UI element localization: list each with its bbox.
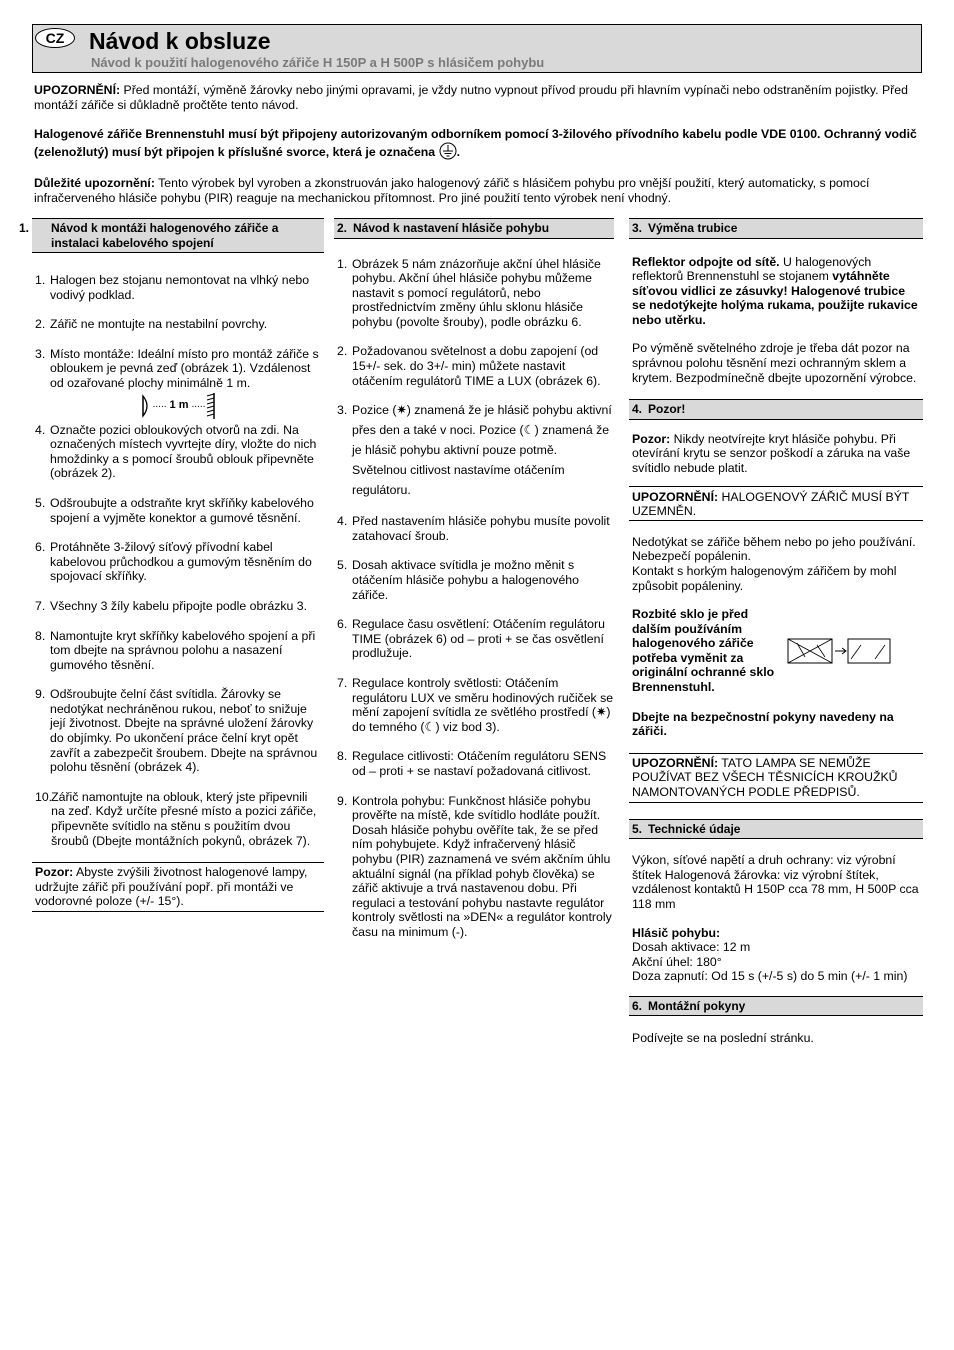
glass-replacement-icon xyxy=(787,637,891,665)
lamp-icon xyxy=(139,394,153,418)
list-item: 9. Kontrola pohybu: Funkčnost hlásiče pohybu prověřte na místě, kde svítidlo hodláte použít. Dosah hlásiče pohybu ověříte tak, že se před ním pohybujete. Když infračervený hlásič pohybu (PIR) zaznamená ve svém akčním úhlu aktuální signál (na příklad pohyb člověka) se zářič aktivuje a trvá nastavenou dobu. Při regulaci a testování pohybu nastavte regulátor kontroly světlosti na »DEN« a regulátor kontroly času na minimum (-). xyxy=(337,793,612,939)
tech-specs-text: Výkon, síťové napětí a druh ochrany: viz výrobní štítek Halogenová žárovka: viz výrobní štítek, vzdálenost kontaktů H 150P cca 78 mm, H 500P cca 118 mm xyxy=(632,853,919,911)
seal-notice: Po výměně světelného zdroje je třeba dát pozor na správnou polohu těsnění mezi ochranným sklem a krytem. Bezpodmínečně dbejte upozornění výrobce. xyxy=(632,341,917,385)
caution-note: Pozor: Abyste zvýšili životnost halogenové lampy, udržujte zářič při používání popř. při montáži ve vodorovné poloze (+/- 15°). xyxy=(32,862,324,912)
intro-important: Důležité upozornění: Tento výrobek byl vyroben a zkonstruován jako halogenový zářič s hlásičem pohybu pro vnější použití, který automaticky, s pomocí infračerveného hlásiče pohybu (PIR) reaguje na mechanickou přítomnost. Pro jiné použití tento výrobek není vhodný. xyxy=(34,176,870,205)
distance-figure: ..... 1 m ..... xyxy=(32,391,324,421)
list-item: 6. Protáhněte 3-žilový síťový přívodní kabel kabelovou průchodkou a gumovým těsněním do spojovací skříňky. xyxy=(35,540,312,584)
lamp-replacement-text: Reflektor odpojte od sítě. U halogenových reflektorů Brennenstuhl se stojanem vytáhněte síťovou vidlici ze zásuvky! Halogenové trubice se nedotýkejte holýma rukama, použijte rukavice nebo utěrku. xyxy=(632,254,918,327)
section-2-heading: 2. Návod k nastavení hlásiče pohybu xyxy=(334,218,614,239)
list-item: 8. Regulace citlivosti: Otáčením regulátoru SENS od – proti + se nastaví požadovaná citlivost. xyxy=(337,749,607,778)
column-3 xyxy=(629,218,923,1046)
list-item: 7. Všechny 3 žíly kabelu připojte podle obrázku 3. xyxy=(35,598,308,613)
section-1-heading: 1. Návod k montáži halogenového zářiče a instalaci kabelového spojení xyxy=(32,218,324,253)
burn-warning: Nedotýkat se zářiče během nebo po jeho používání. Nebezpečí popálenin. xyxy=(632,534,916,564)
list-item: 9. Odšroubujte čelní část svítidla. Žárovky se nedotýkat nechráněnou rukou, neboť to snižuje její životnost. Dbejte na správné uložení žárovky do objímky. Po ukončení práce čelní kryt opět zavřít a zabezpečit šroubem. Dbejte na správnou polohu těsnění (obrázek 4). xyxy=(35,687,318,775)
list-item: 7. Regulace kontroly světlosti: Otáčením regulátoru LUX ve směru hodinových ručiček se mění zapojení svítidla ze světlého prostředí (✷) do temného (☾) viz bod 3). xyxy=(337,676,614,734)
list-item: 2. Zářič ne montujte na nestabilní povrchy. xyxy=(35,317,268,332)
language-badge: CZ xyxy=(35,28,75,48)
list-item: 1. Halogen bez stojanu nemontovat na vlhký nebo vodivý podklad. xyxy=(35,273,310,302)
column-1 xyxy=(19,218,324,912)
moon-icon: ☾ xyxy=(424,719,436,734)
sun-icon: ✷ xyxy=(396,403,407,418)
sensor-label: Hlásič pohybu: xyxy=(632,925,721,940)
list-item: 8. Namontujte kryt skříňky kabelového spojení a při tom dbejte na správnou polohu a nasazení gumového těsnění. xyxy=(35,628,316,672)
list-item: 3. Pozice (✷) znamená že je hlásič pohybu aktivní přes den a také v noci. Pozice (☾) znamená že je hlásič pohybu aktivní pouze potmě. Světelnou citlivost nastavíme otáčením regulátoru. xyxy=(337,403,612,498)
section-3-heading: 3. Výměna trubice xyxy=(629,218,923,239)
list-item: 10. Zářič namontujte na oblouk, který jste připevnili na zeď. Když určíte přesné místo a pozici zářiče, připevněte svítidlo na stěnu s použitím dvou šroubů (Dbejte montážních pokynů, obrázek 7). xyxy=(35,789,317,848)
hot-contact-warning: Kontakt s horkým halogenovým zářičem by mohl způsobit popáleniny. xyxy=(632,563,897,593)
title-banner xyxy=(32,24,922,73)
column-2 xyxy=(334,218,614,940)
intro-warning: UPOZORNĚNÍ: Před montáží, výměně žárovky nebo jinými opravami, je vždy nutno vypnout přívod proudu při hlavním vypínači nebo odstraněním pojistky. Před montáží zářiče si důkladně pročtěte tento návod. xyxy=(34,83,908,112)
sensor-angle: Akční úhel: 180° xyxy=(632,954,722,969)
section-6-heading: 6. Montážní pokyny xyxy=(629,996,923,1017)
list-item: 3. Místo montáže: Ideální místo pro montáž zářiče s obloukem je pevná zeď (obrázek 1). Vzdálenost od ozařované plochy minimálně 1 m. xyxy=(35,346,319,390)
page-title: Návod k obsluze xyxy=(89,28,271,54)
sensor-range: Dosah aktivace: 12 m xyxy=(632,940,751,955)
list-item: 6. Regulace času osvětlení: Otáčením regulátoru TIME (obrázek 6) od – proti + se čas osvětlení prodlužuje. xyxy=(337,617,605,661)
sensor-time: Doza zapnutí: Od 15 s (+/-5 s) do 5 min (+/- 1 min) xyxy=(632,969,908,984)
intro-electrician: Halogenové zářiče Brennenstuhl musí být připojeny autorizovaným odborníkem pomocí 3-žilového přívodního kabelu podle VDE 0100. Ochranný vodič (zelenožlutý) musí být připojen k příslušné svorce, která je označena . xyxy=(34,127,920,163)
list-item: 1. Obrázek 5 nám znázorňuje akční úhel hlásiče pohybu. Akční úhel hlásiče pohybu můžeme nastavit s pomocí regulátorů, nebo prostřednictvím změny úhlu sklonu hlásiče pohybu (povolte šrouby), podle obrázku 6. xyxy=(337,256,601,329)
sensor-cover-warning: Pozor: Nikdy neotvírejte kryt hlásiče pohybu. Při otevírání krytu se senzor poškodí a záruka na vaše svítidlo nebude platit. xyxy=(632,431,911,475)
page-subtitle: Návod k použití halogenového zářiče H 150P a H 500P s hlásičem pohybu xyxy=(91,55,545,70)
moon-icon: ☾ xyxy=(523,423,535,438)
list-item: 5. Odšroubujte a odstraňte kryt skříňky kabelového spojení a vyjměte konektor a gumové těsnění. xyxy=(35,495,314,525)
section-5-heading: 5. Technické údaje xyxy=(629,819,923,840)
earthing-warning: UPOZORNĚNÍ: HALOGENOVÝ ZÁŘIČ MUSÍ BÝT UZEMNĚN. xyxy=(629,486,923,521)
list-item: 4. Označte pozici obloukových otvorů na zdi. Na označených místech vyvrtejte díry, vložte do nich hmoždinky a s pomocí šroubů oblouk připevněte (obrázek 2). xyxy=(35,422,317,481)
mounting-reference: Podívejte se na poslední stránku. xyxy=(632,1031,814,1046)
broken-glass-notice: Rozbité sklo je před dalším používáním halogenového zářiče potřeba vyměnit za originální ochranné sklo Brennenstuhl. xyxy=(629,607,923,695)
sun-icon: ✷ xyxy=(596,705,607,720)
safety-instructions: Dbejte na bezpečnostní pokyny navedeny na zářiči. xyxy=(632,709,894,739)
ground-symbol-icon xyxy=(439,142,457,164)
list-item: 4. Před nastavením hlásiče pohybu musíte povolit zatahovací šroub. xyxy=(337,514,610,543)
seal-rings-warning: UPOZORNĚNÍ: TATO LAMPA SE NEMŮŽE POUŽÍVAT BEZ VŠECH TĚSNICÍCH KROUŽKŮ NAMONTOVANÝCH PODLE PŘEDPISŮ. xyxy=(629,753,923,803)
list-item: 5. Dosah aktivace svítidla je možno měnit s otáčením hlásiče pohybu a halogenového zářiče. xyxy=(337,558,579,602)
list-item: 2. Požadovanou světelnost a dobu zapojení (od 15+/- sek. do 3+/- min) můžete nastavit otáčením regulátorů TIME a LUX (obrázek 6). xyxy=(337,344,601,388)
wall-icon xyxy=(205,392,217,420)
section-4-heading: 4. Pozor! xyxy=(629,399,923,420)
